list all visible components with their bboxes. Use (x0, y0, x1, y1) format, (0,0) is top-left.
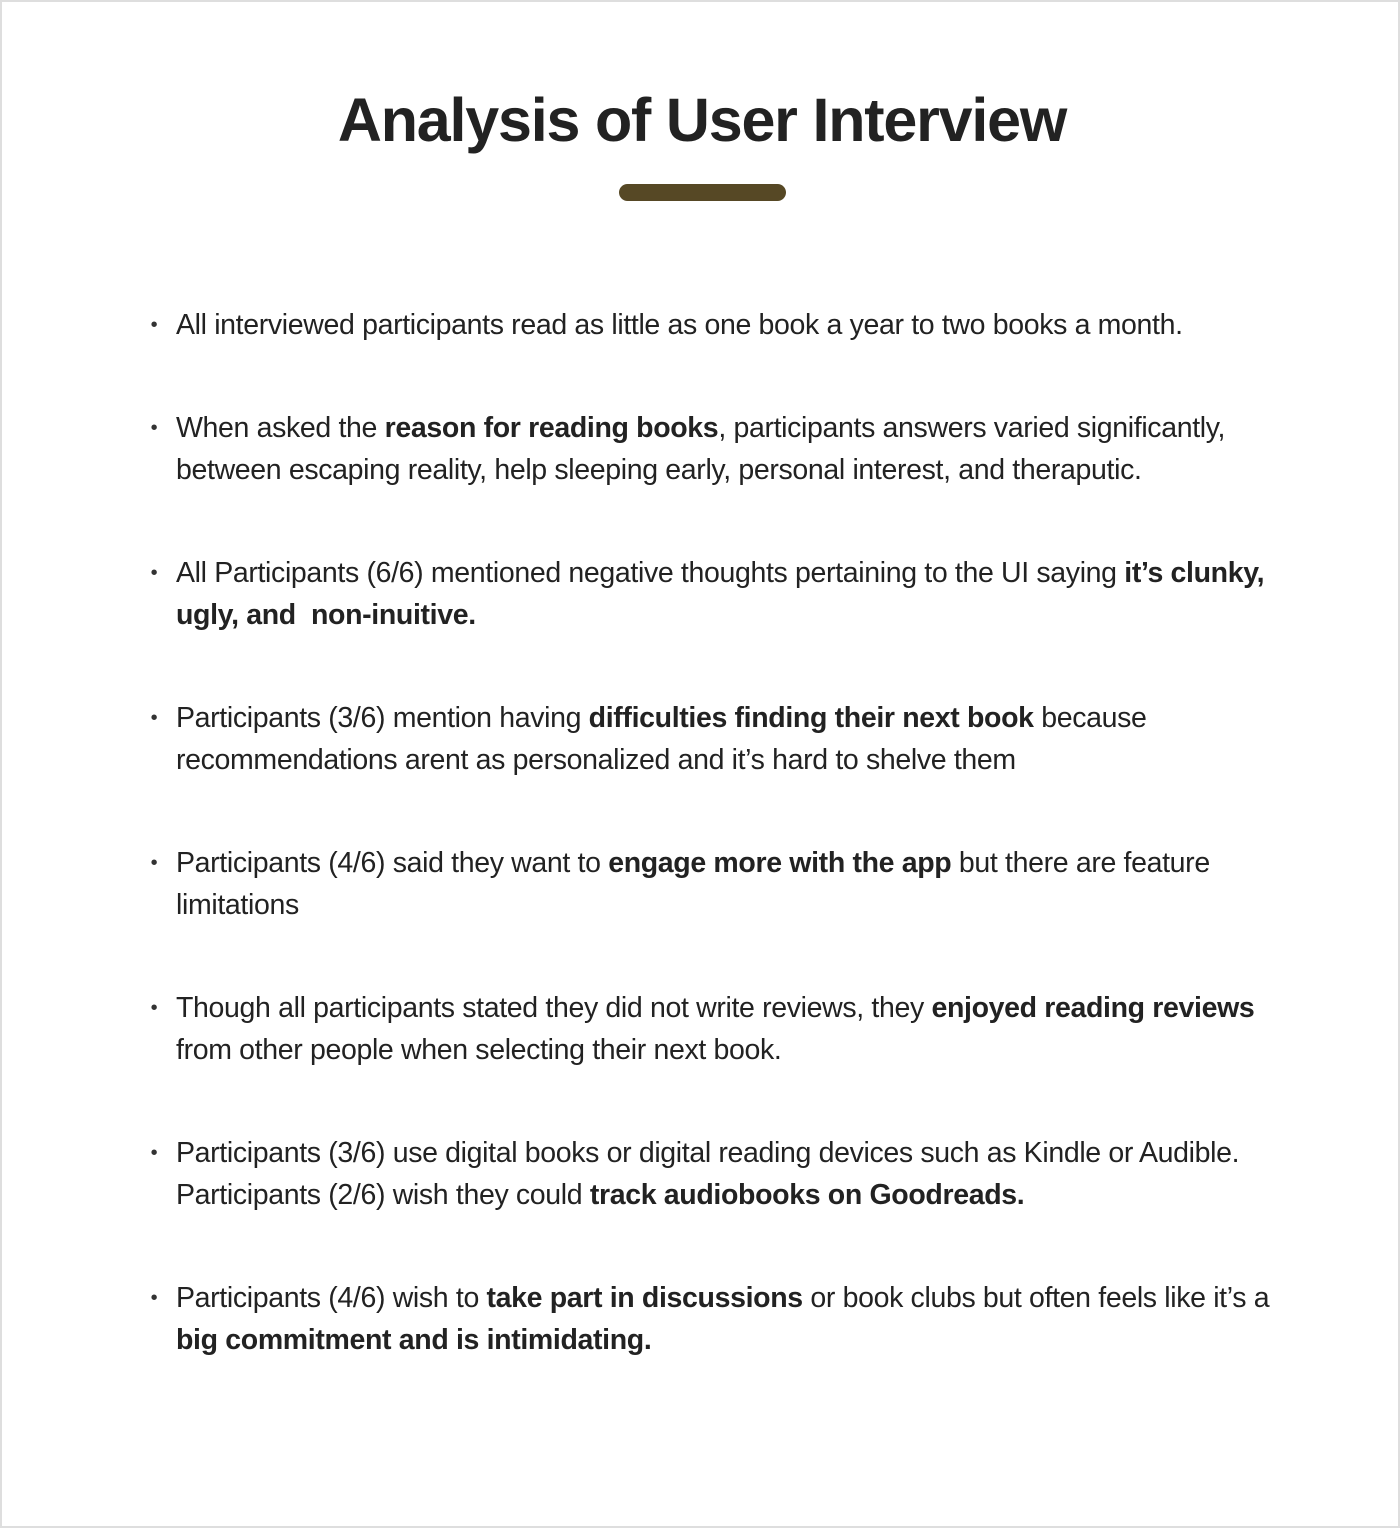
finding-text (176, 557, 1272, 631)
finding-segment: Though all participants stated they did not write reviews, they (176, 992, 932, 1024)
finding-text (176, 847, 1210, 921)
finding-highlight: big commitment and is intimidating. (176, 1324, 652, 1356)
bullet-icon: • (150, 852, 158, 874)
finding-item (2, 407, 1400, 491)
finding-text (176, 412, 1225, 486)
finding-segment: Participants (4/6) said they want to (176, 847, 609, 879)
finding-highlight: take part in discussions (486, 1282, 803, 1314)
bullet-icon: • (150, 562, 158, 584)
finding-highlight: enjoyed reading reviews (931, 992, 1255, 1024)
bullet-icon: • (150, 1142, 158, 1164)
title-accent-divider (619, 184, 786, 201)
finding-segment: Participants (4/6) wish to (176, 1282, 487, 1314)
finding-text (176, 992, 1254, 1066)
finding-highlight: reason for reading books (384, 412, 719, 444)
bullet-icon: • (150, 997, 158, 1019)
finding-item (2, 697, 1400, 781)
finding-text (176, 309, 1183, 341)
finding-segment: , participants answers varied significantly, between escaping reality, help sleeping early, personal interest, and theraputic. (176, 412, 1226, 486)
finding-item (2, 1277, 1400, 1361)
finding-segment: All interviewed participants read as little as one book a year to two books a month. (176, 309, 1183, 341)
bullet-icon: • (150, 1287, 158, 1309)
finding-text (176, 1137, 1239, 1211)
bullet-icon: • (150, 707, 158, 729)
finding-highlight: it’s clunky, ugly, and non-inuitive. (176, 557, 1272, 631)
findings-list (2, 304, 1400, 1422)
finding-item (2, 842, 1400, 926)
finding-segment: All Participants (6/6) mentioned negative thoughts pertaining to the UI saying (176, 557, 1125, 589)
finding-item (2, 1132, 1400, 1216)
finding-segment: but there are feature limitations (176, 847, 1210, 921)
finding-highlight: track audiobooks on Goodreads. (589, 1179, 1025, 1211)
bullet-icon: • (150, 417, 158, 439)
finding-segment: because recommendations arent as personalized and it’s hard to shelve them (176, 702, 1147, 776)
finding-segment: Participants (3/6) mention having (176, 702, 589, 734)
finding-highlight: engage more with the app (608, 847, 952, 879)
finding-text (176, 1282, 1269, 1356)
page-title: Analysis of User Interview (337, 86, 1067, 154)
finding-segment: Participants (3/6) use digital books or digital reading devices such as Kindle or Audible. Participants (2/6) wish they could (176, 1137, 1240, 1211)
finding-segment: or book clubs but often feels like it’s a (802, 1282, 1270, 1314)
finding-text (176, 702, 1147, 776)
finding-item (2, 552, 1400, 636)
bullet-icon: • (150, 314, 158, 336)
finding-segment: from other people when selecting their next book. (176, 1034, 782, 1066)
finding-highlight: difficulties finding their next book (588, 702, 1034, 734)
finding-item (2, 304, 1400, 346)
finding-item (2, 987, 1400, 1071)
finding-segment: When asked the (176, 412, 385, 444)
